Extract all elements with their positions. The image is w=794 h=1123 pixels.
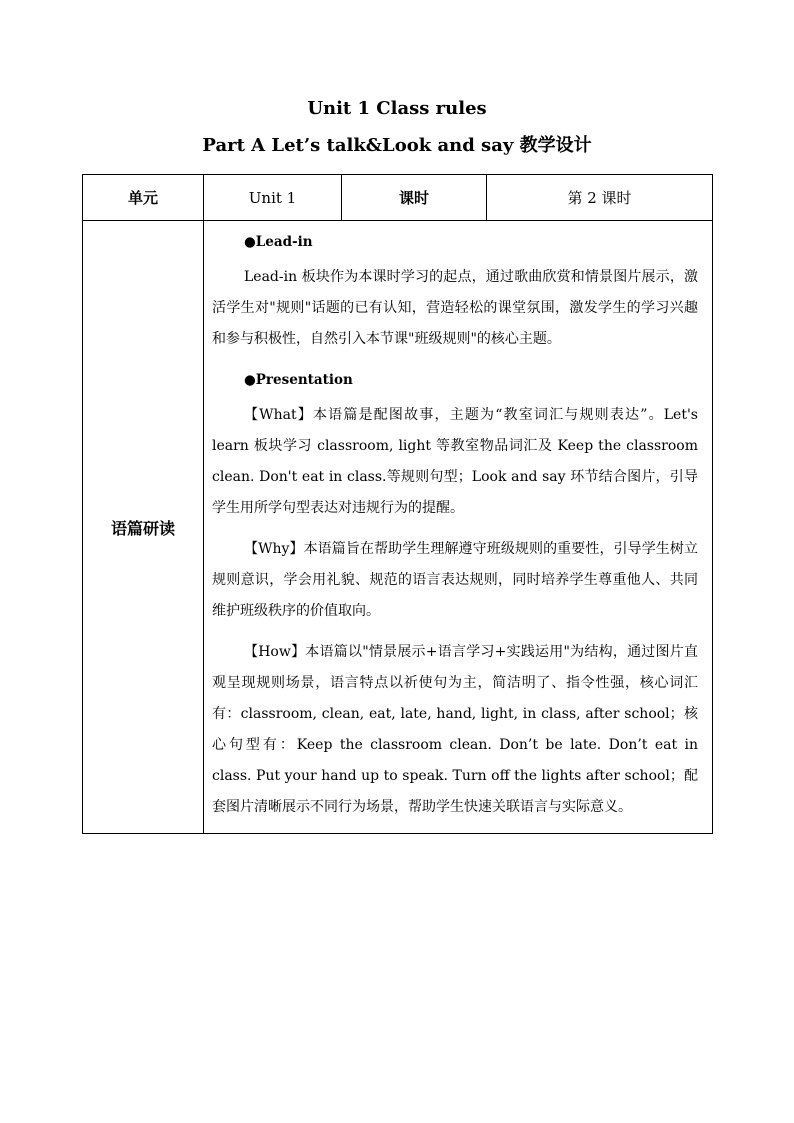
why-paragraph: 【Why】本语篇旨在帮助学生理解遵守班级规则的重要性，引导学生树立规则意识，学会用礼貌、规范的语言表达规则，同时培养学生尊重他人、共同维护班级秩序的价值取向。 xyxy=(212,541,698,619)
unit-label-cell: 单元 xyxy=(83,175,204,221)
leadin-paragraph: Lead-in 板块作为本课时学习的起点，通过歌曲欣赏和情景图片展示，激活学生对"规则"话题的已有认知，营造轻松的课堂氛围，激发学生的学习兴趣和参与积极性，自然引入本节课"班级规则"的核心主题。 xyxy=(212,269,698,347)
unit-value-cell: Unit 1 xyxy=(204,175,342,221)
text-analysis-content-cell xyxy=(204,221,713,834)
table-header-row xyxy=(83,175,713,221)
period-label-cell: 课时 xyxy=(342,175,487,221)
how-paragraph: 【How】本语篇以"情景展示+语言学习+实践运用"为结构，通过图片直观呈现规则场景，语言特点以祈使句为主，简洁明了、指令性强，核心词汇有：classroom, clean, eat, late, hand, light, in class, after school；核心句型有：Keep the classroom clean. Don’t be late. Don’t eat in class. Put your hand up to speak. Turn off the lights after school；配套图片清晰展示不同行为场景，帮助学生快速关联语言与实际意义。 xyxy=(212,644,698,815)
leadin-heading: ●Lead-in xyxy=(244,234,313,250)
lesson-design-table xyxy=(82,174,713,834)
what-paragraph: 【What】本语篇是配图故事，主题为“教室词汇与规则表达”。Let's learn 板块学习 classroom, light 等教室物品词汇及 Keep the classroom clean. Don't eat in class.等规则句型；Look and say 环节结合图片，引导学生用所学句型表达对违规行为的提醒。 xyxy=(212,407,698,516)
document-subtitle: Part A Let’s talk&Look and say 教学设计 xyxy=(202,135,592,156)
period-value-cell: 第 2 课时 xyxy=(487,175,713,221)
text-analysis-label-cell: 语篇研读 xyxy=(83,221,204,834)
document-title: Unit 1 Class rules xyxy=(307,98,487,119)
presentation-heading: ●Presentation xyxy=(244,372,353,388)
table-content-row xyxy=(83,221,713,834)
